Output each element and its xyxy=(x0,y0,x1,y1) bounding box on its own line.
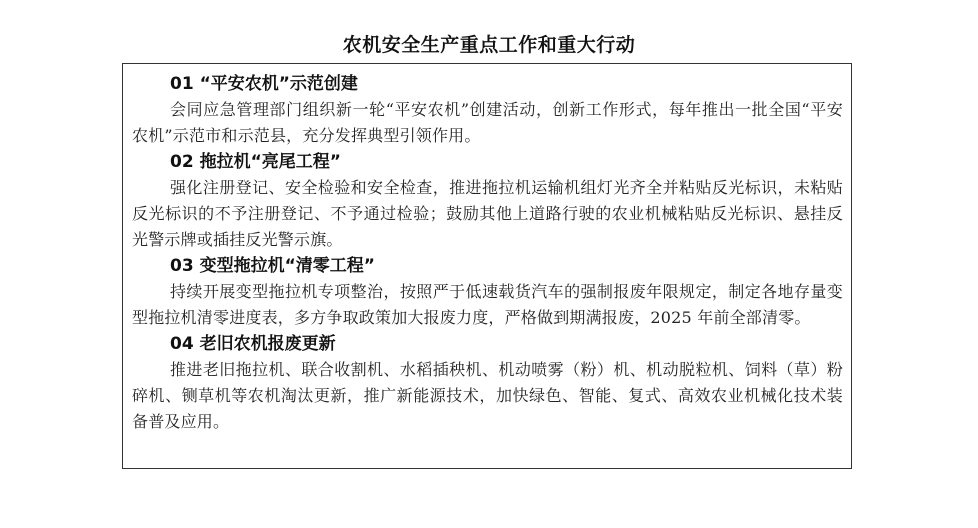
section-body: 强化注册登记、安全检验和安全检查，推进拖拉机运输机组灯光齐全并粘贴反光标识，未粘贴反光标识的不予注册登记、不予通过检验；鼓励其他上道路行驶的农业机械粘贴反光标识、悬挂反光警示牌或插挂反光警示旗。 xyxy=(132,178,843,249)
section-body: 会同应急管理部门组织新一轮“平安农机”创建活动，创新工作形式，每年推出一批全国“平安农机”示范市和示范县，充分发挥典型引领作用。 xyxy=(132,100,843,145)
section-heading: 01 “平安农机”示范创建 xyxy=(170,74,358,94)
section-body: 持续开展变型拖拉机专项整治，按照严于低速载货汽车的强制报废年限规定，制定各地存量变型拖拉机清零进度表，多方争取政策加大报废力度，严格做到期满报废，2025 年前全部清零。 xyxy=(132,282,843,327)
section-heading: 03 变型拖拉机“清零工程” xyxy=(170,256,375,276)
content-box xyxy=(122,63,852,469)
document-title: 农机安全生产重点工作和重大行动 xyxy=(342,34,636,56)
section-4 xyxy=(132,331,843,435)
section-heading: 04 老旧农机报废更新 xyxy=(170,334,336,354)
section-heading: 02 拖拉机“亮尾工程” xyxy=(170,152,341,172)
section-1 xyxy=(132,71,843,149)
section-2 xyxy=(132,149,843,253)
section-body: 推进老旧拖拉机、联合收割机、水稻插秧机、机动喷雾（粉）机、机动脱粒机、饲料（草）粉碎机、铡草机等农机淘汰更新，推广新能源技术，加快绿色、智能、复式、高效农业机械化技术装备普及应用。 xyxy=(132,360,843,431)
section-3 xyxy=(132,253,843,331)
cropped-text-fragment xyxy=(120,0,860,4)
